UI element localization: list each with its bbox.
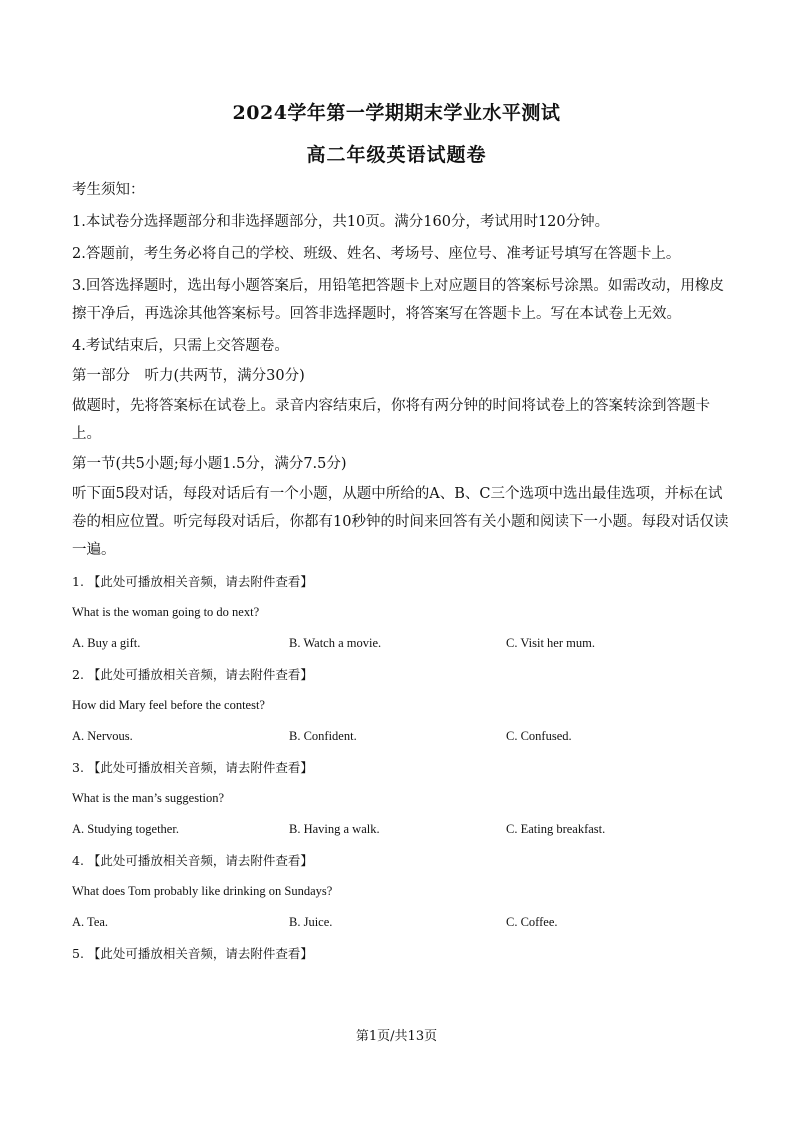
option-c: C. Eating breakfast. <box>506 822 606 836</box>
question-2 <box>72 659 732 752</box>
option-a: A. Buy a gift. <box>72 636 141 650</box>
question-options <box>72 628 732 659</box>
instructions-heading: 考生须知： <box>72 182 145 198</box>
question-label[interactable]: 5. 【此处可播放相关音频，请去附件查看】 <box>72 946 313 961</box>
question-4 <box>72 845 732 938</box>
instruction-item: 1.本试卷分选择题部分和非选择题部分，共10页。满分160分，考试用时120分钟。 <box>72 214 610 230</box>
question-stem: What is the woman going to do next? <box>72 605 260 619</box>
section1-description: 听下面5段对话，每段对话后有一个小题，从题中所给的A、B、C三个选项中选出最佳选项，并标在试卷的相应位置。听完每段对话后，你都有10秒钟的时间来回答有关小题和阅读下一小题。每段对话仅读一遍。 <box>72 486 729 558</box>
instruction-item: 4.考试结束后，只需上交答题卷。 <box>72 338 289 354</box>
instruction-item: 2.答题前，考生务必将自己的学校、班级、姓名、考场号、座位号、准考证号填写在答题卡上。 <box>72 246 681 262</box>
question-label[interactable]: 3. 【此处可播放相关音频，请去附件查看】 <box>72 760 313 775</box>
page-footer: 第1页/共13页 <box>355 1029 438 1044</box>
question-options <box>72 814 732 845</box>
option-b: B. Watch a movie. <box>289 636 382 650</box>
option-a: A. Studying together. <box>72 822 179 836</box>
part1-heading: 第一部分 听力(共两节，满分30分) <box>72 368 305 384</box>
question-stem: What does Tom probably like drinking on Sundays? <box>72 884 333 898</box>
question-stem: What is the man’s suggestion? <box>72 791 225 805</box>
exam-content <box>72 176 732 969</box>
question-label[interactable]: 2. 【此处可播放相关音频，请去附件查看】 <box>72 667 313 682</box>
question-3 <box>72 752 732 845</box>
option-b: B. Confident. <box>289 729 357 743</box>
question-stem: How did Mary feel before the contest? <box>72 698 265 712</box>
option-b: B. Having a walk. <box>289 822 380 836</box>
exam-title: 2024学年第一学期期末学业水平测试 <box>232 102 561 124</box>
option-b: B. Juice. <box>289 915 333 929</box>
option-c: C. Visit her mum. <box>506 636 595 650</box>
option-c: C. Confused. <box>506 729 572 743</box>
option-a: A. Tea. <box>72 915 109 929</box>
section1-heading: 第一节(共5小题;每小题1.5分，满分7.5分) <box>72 456 347 472</box>
question-label[interactable]: 1. 【此处可播放相关音频，请去附件查看】 <box>72 574 313 589</box>
option-a: A. Nervous. <box>72 729 133 743</box>
exam-subtitle: 高二年级英语试题卷 <box>306 144 487 166</box>
question-5 <box>72 938 732 969</box>
question-1 <box>72 566 732 659</box>
option-c: C. Coffee. <box>506 915 558 929</box>
question-label[interactable]: 4. 【此处可播放相关音频，请去附件查看】 <box>72 853 313 868</box>
instruction-item: 3.回答选择题时，选出每小题答案后，用铅笔把答题卡上对应题目的答案标号涂黑。如需改动，用橡皮擦干净后，再选涂其他答案标号。回答非选择题时，将答案写在答题卡上。写在本试卷上无效。 <box>72 278 724 322</box>
question-options <box>72 721 732 752</box>
part1-description: 做题时，先将答案标在试卷上。录音内容结束后，你将有两分钟的时间将试卷上的答案转涂到答题卡上。 <box>72 398 710 442</box>
question-options <box>72 907 732 938</box>
